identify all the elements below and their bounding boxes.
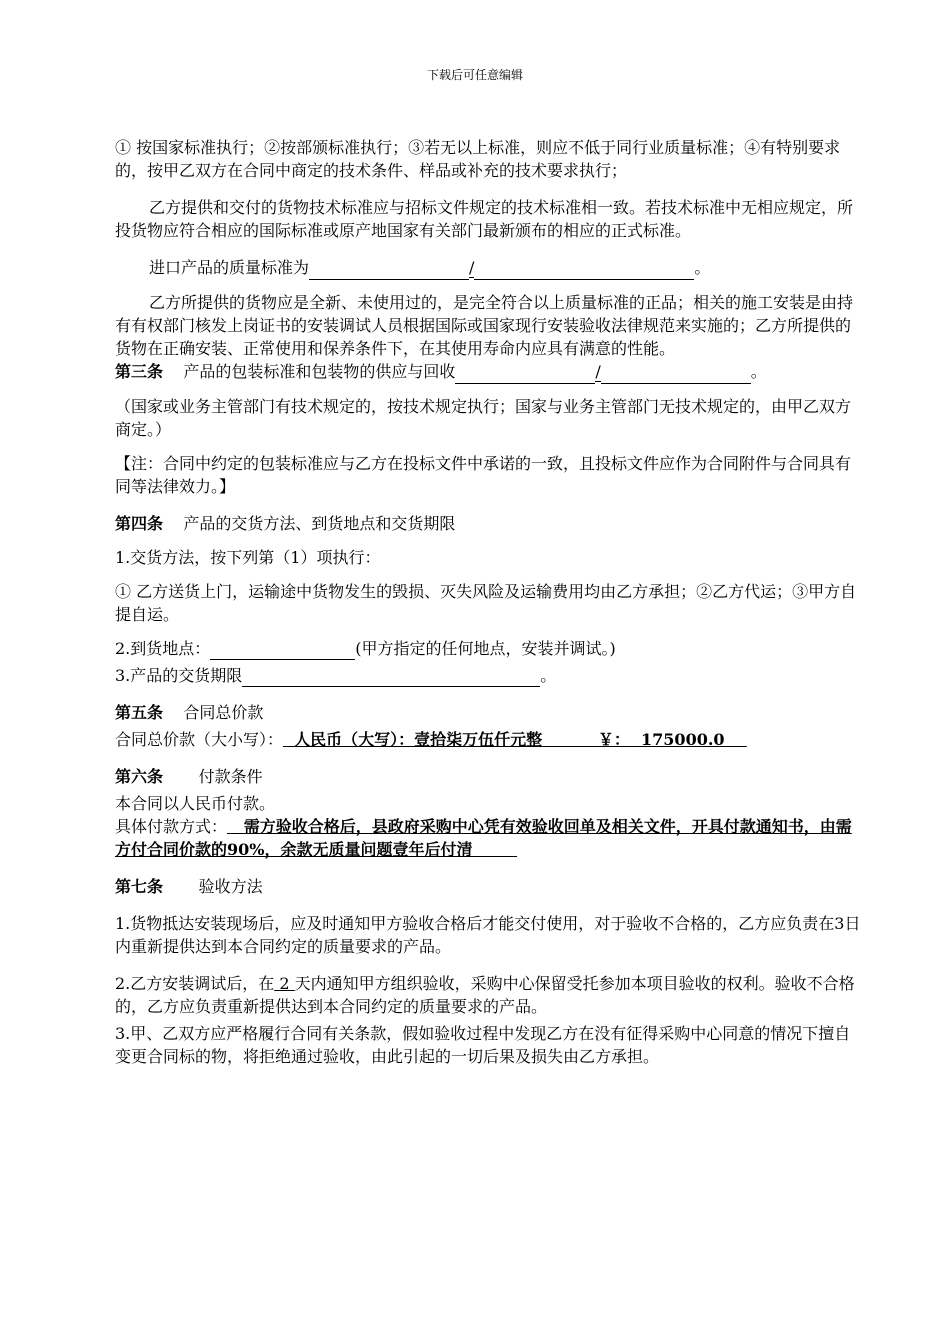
technical-standard-paragraph: 乙方提供和交付的货物技术标准应与招标文件规定的技术标准相一致。若技术标准中无相应规定，所投货物应符合相应的国际标准或原产地国家有关部门最新颁布的相应的正式标准。	[115, 198, 854, 240]
total-price-amount: 175000.0	[641, 730, 725, 749]
total-price-label: 合同总价款（大小写）：	[115, 730, 284, 749]
delivery-method: 1.交货方法，按下列第（1）项执行：	[115, 548, 381, 567]
acceptance-clause-2-end: 天内通知甲方组织验收，采购中心保留受托参加本项目验收的权利。验收不合格的，乙方应负责重新提供达到本合同约定的质量要求的产品。	[115, 974, 855, 1016]
import-quality-blank-1[interactable]	[309, 259, 469, 280]
delivery-location-line	[115, 637, 865, 660]
total-price-value	[283, 730, 747, 749]
delivery-method-options: ① 乙方送货上门，运输途中货物发生的毁损、灭失风险及运输费用均由乙方承担；②乙方代运；③甲方自提自运。	[115, 582, 857, 624]
goods-quality-paragraph: 乙方所提供的货物应是全新、未使用过的，是完全符合以上质量标准的正品；相关的施工安装是由持有有权部门核发上岗证书的安装调试人员根据国际或国家现行安装验收法律规范来实施的；乙方所提供的货物在正确安装、正常使用和保养条件下，在其使用寿命内应具有满意的性能。	[115, 293, 854, 358]
article-4-number: 第四条	[115, 514, 164, 533]
article-6-number: 第六条	[115, 767, 164, 786]
period: 。	[540, 666, 557, 685]
import-quality-label: 进口产品的质量标准为	[149, 258, 310, 277]
article-7-heading	[115, 875, 865, 898]
delivery-deadline-label: 3.产品的交货期限	[115, 666, 243, 685]
delivery-location-note: (甲方指定的任何地点，安装并调试。)	[355, 639, 616, 658]
payment-method-text: 需方验收合格后，县政府采购中心凭有效验收回单及相关文件，开具付款通知书，由需方付合同价款的90%，余款无质量问题壹年后付清	[115, 817, 852, 859]
import-quality-line	[115, 256, 865, 280]
article-3-number: 第三条	[115, 362, 164, 381]
article-3-title: 产品的包装标准和包装物的供应与回收	[183, 362, 456, 381]
article-5-number: 第五条	[115, 703, 164, 722]
page-header: 下载后可任意编辑	[426, 68, 523, 82]
delivery-deadline-line	[115, 664, 865, 687]
acceptance-clause-3: 3.甲、乙双方应严格履行合同有关条款，假如验收过程中发现乙方在没有征得采购中心同意的情况下擅自变更合同标的物，将拒绝通过验收，由此引起的一切后果及损失由乙方承担。	[115, 1024, 851, 1066]
acceptance-clause-2	[115, 972, 865, 1018]
article-3-note-1: （国家或业务主管部门有技术规定的，按技术规定执行；国家与业务主管部门无技术规定的，由甲乙双方商定。）	[115, 397, 852, 439]
article-3-heading	[115, 360, 865, 384]
period: 。	[750, 362, 767, 381]
quality-standard-options: ① 按国家标准执行；②按部颁标准执行；③若无以上标准，则应不低于同行业质量标准；④有特别要求的，按甲乙双方在合同中商定的技术条件、样品或补充的技术要求执行；	[115, 138, 841, 180]
article-3-note-2: 【注：合同中约定的包装标准应与乙方在投标文件中承诺的一致，且投标文件应作为合同附件与合同具有同等法律效力。】	[115, 454, 852, 496]
acceptance-clause-2-start: 2.乙方安装调试后，在	[115, 974, 275, 993]
contract-body	[115, 136, 865, 1068]
article-6-title: 付款条件	[198, 767, 263, 786]
slash: /	[595, 362, 601, 381]
delivery-location-label: 2.到货地点：	[115, 639, 211, 658]
article-7-number: 第七条	[115, 877, 164, 896]
import-quality-blank-2[interactable]	[474, 259, 694, 280]
delivery-location-blank[interactable]	[210, 639, 355, 660]
article-4-heading	[115, 512, 865, 535]
payment-currency: 本合同以人民币付款。	[115, 794, 276, 813]
payment-method-line	[115, 815, 865, 861]
acceptance-days-value: 2	[279, 974, 290, 993]
period: 。	[694, 258, 711, 277]
acceptance-clause-1: 1.货物抵达安装现场后，应及时通知甲方验收合格后才能交付使用，对于验收不合格的，乙方应负责在3日内重新提供达到本合同约定的质量要求的产品。	[115, 914, 861, 956]
slash: /	[469, 258, 475, 277]
article-6-heading	[115, 765, 865, 788]
yen-symbol: ￥：	[597, 730, 630, 749]
total-price-line	[115, 728, 865, 751]
payment-method-label: 具体付款方式：	[115, 817, 228, 836]
packaging-blank-1[interactable]	[455, 363, 595, 384]
packaging-blank-2[interactable]	[601, 363, 751, 384]
delivery-deadline-blank[interactable]	[242, 666, 540, 687]
article-5-heading	[115, 701, 865, 724]
article-7-title: 验收方法	[198, 877, 263, 896]
total-price-words: 人民币（大写）：壹拾柒万伍仟元整	[294, 730, 543, 749]
article-4-title: 产品的交货方法、到货地点和交货期限	[183, 514, 456, 533]
article-5-title: 合同总价款	[183, 703, 264, 722]
acceptance-days	[274, 974, 294, 993]
